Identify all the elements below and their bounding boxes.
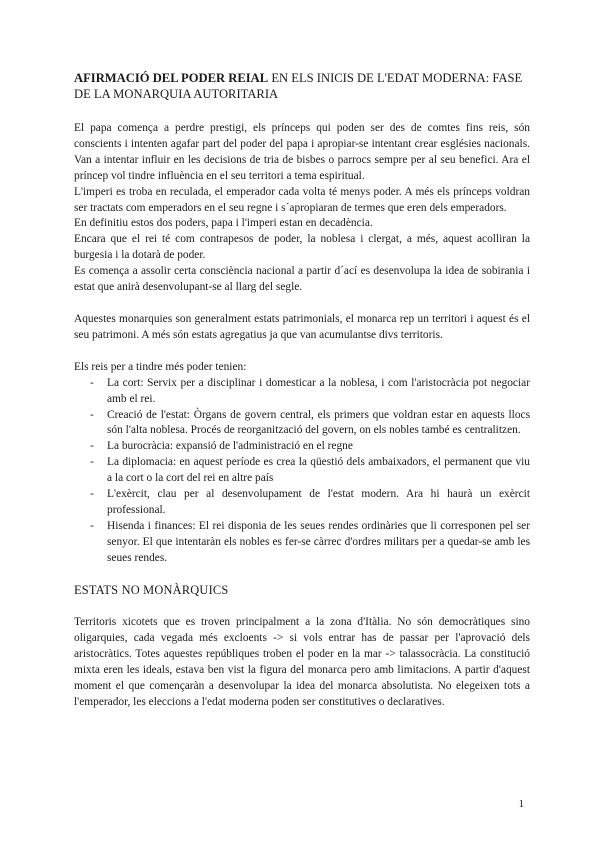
paragraph: Es comença a assolir certa consciència nacional a partir d´ací es desenvolupa la idea de sobirania i estat que anirà desenvolupant-se al llarg del segle. xyxy=(74,265,530,294)
paragraph: En definitiu estos dos poders, papa i l'imperi estan en decadència. xyxy=(74,217,373,230)
paragraph-patrimonial: Aquestes monarquies son generalment estats patrimonials, el monarca rep un territori i aquest és el seu patrimoni. A més són estats agregatius ja que van acumulantse divs territoris. xyxy=(74,312,530,341)
list-item: - Creació de l'estat: Òrgans de govern central, els primers que voldran estar en aquests llocs són l'alta noblesa. Procés de reorganització del govern, on els nobles també es centralitzen. xyxy=(90,408,530,437)
rights-intro: Els reis per a tindre més poder tenien: xyxy=(74,360,247,373)
section-paragraph: Territoris xicotets que es troven principalment a la zona d'Itàlia. No són democràtiques sino oligarquies, cada vegada més excloents -> si vols entrar has de passar per l'aprovació dels aristocràtics. Totes aquestes repúbliques troben el poder en la mar -> talassocràcia. La constitució mixta eren les ideals, estava ben vist la figura del monarca pero amb limitacions. A partir d'aquest moment el que començaràn a desenvolupar la idea del monarca absolutista. No elegeixen tots a l'emperador, les eleccions a l'edat moderna poden ser constitutives o declaratives. xyxy=(74,616,530,708)
list-item: - Hisenda i finances: El rei disponia de les seues rendes ordinàries que li corresponen pel ser senyor. El que intentaràn els nobles es fer-se càrrec d'ordres militars per a quedar-se amb les seues rendes. xyxy=(90,519,530,564)
list-item: - La burocràcia: expansió de l'administració en el regne xyxy=(90,440,353,453)
rights-list xyxy=(74,376,530,567)
page-number: 1 xyxy=(518,798,524,810)
title-rest: EN ELS INICIS DE L'EDAT MODERNA: FASE DE LA MONARQUIA AUTORITARIA xyxy=(74,71,523,101)
paragraph: Encara que el rei té com contrapesos de poder, la noblesa i clergat, a més, aquest acolliran la burgesia i la dotarà de poder. xyxy=(74,233,530,262)
paragraph: L'imperi es troba en reculada, el emperador cada volta té menys poder. A més els prínceps voldran ser tractats com emperadors en el seu regne i s´apropiaran de termes que eren dels emperadors. xyxy=(74,185,530,214)
document-page xyxy=(74,70,530,711)
section-title: ESTATS NO MONÀRQUICS xyxy=(74,582,229,597)
list-item: - L'exèrcit, clau per al desenvolupament de l'estat modern. Ara hi haurà un exèrcit professional. xyxy=(90,488,530,516)
list-item: - La cort: Servix per a disciplinar i domesticar a la noblesa, i com l'aristocràcia pot negociar amb el rei. xyxy=(90,376,530,405)
list-item: - La diplomacia: en aquest període es crea la qüestió dels ambaixadors, el permanent que viu a la cort o la cort del rei en altre país xyxy=(90,456,530,485)
title-bold: AFIRMACIÓ DEL PODER REIAL xyxy=(74,71,269,85)
paragraph: El papa comença a perdre prestigi, els prínceps qui poden ser des de comtes fins reis, són conscients i intenten agafar part del poder del papa i apropiar-se intentant crear esglésies nacionals. Van a intentar influir en les decisions de tria de bisbes o parrocs sempre per al seu benefici. Ara el príncep vol tindre influència en el seu territori a tema espiritual. xyxy=(74,122,530,182)
page-title xyxy=(74,70,530,102)
